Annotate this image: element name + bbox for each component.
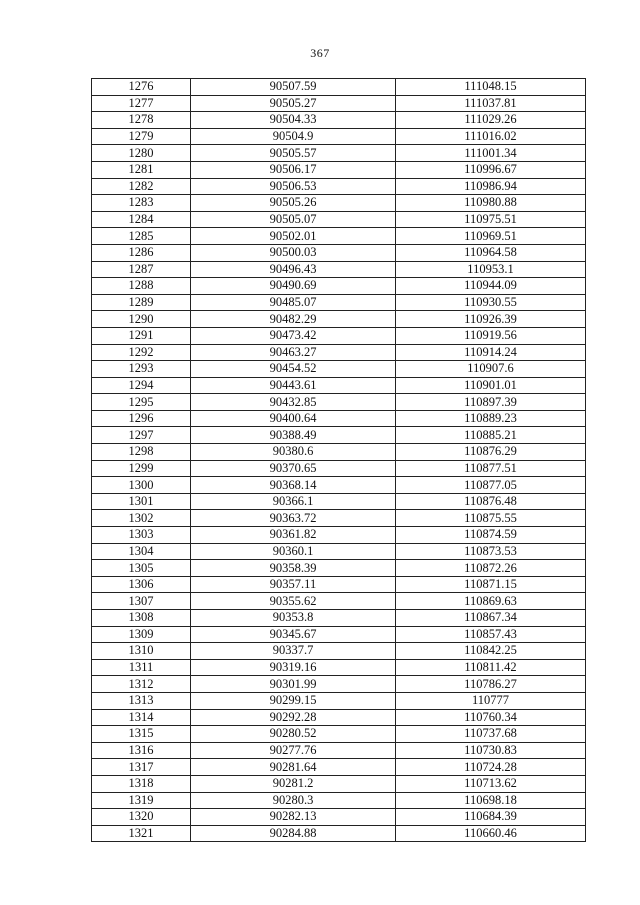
- y-coordinate-cell: 110876.48: [396, 493, 586, 510]
- x-coordinate-cell: 90280.3: [191, 792, 396, 809]
- x-coordinate-cell: 90319.16: [191, 659, 396, 676]
- y-coordinate-cell: 110980.88: [396, 195, 586, 212]
- x-coordinate-cell: 90337.7: [191, 643, 396, 660]
- y-coordinate-cell: 110986.94: [396, 178, 586, 195]
- point-id-cell: 1300: [92, 477, 191, 494]
- y-coordinate-cell: 110730.83: [396, 742, 586, 759]
- x-coordinate-cell: 90357.11: [191, 576, 396, 593]
- x-coordinate-cell: 90280.52: [191, 726, 396, 743]
- x-coordinate-cell: 90370.65: [191, 460, 396, 477]
- table-row: [92, 377, 586, 394]
- x-coordinate-cell: 90502.01: [191, 228, 396, 245]
- table-row: [92, 576, 586, 593]
- table-row: [92, 493, 586, 510]
- x-coordinate-cell: 90281.64: [191, 759, 396, 776]
- y-coordinate-cell: 110930.55: [396, 294, 586, 311]
- point-id-cell: 1284: [92, 211, 191, 228]
- point-id-cell: 1292: [92, 344, 191, 361]
- y-coordinate-cell: 111037.81: [396, 95, 586, 112]
- table-row: [92, 145, 586, 162]
- table-row: [92, 278, 586, 295]
- point-id-cell: 1293: [92, 361, 191, 378]
- point-id-cell: 1312: [92, 676, 191, 693]
- table-row: [92, 311, 586, 328]
- y-coordinate-cell: 110926.39: [396, 311, 586, 328]
- point-id-cell: 1316: [92, 742, 191, 759]
- y-coordinate-cell: 110777: [396, 692, 586, 709]
- y-coordinate-cell: 110873.53: [396, 543, 586, 560]
- x-coordinate-cell: 90505.26: [191, 195, 396, 212]
- coordinate-table-body: [92, 79, 586, 842]
- x-coordinate-cell: 90380.6: [191, 444, 396, 461]
- y-coordinate-cell: 110698.18: [396, 792, 586, 809]
- table-row: [92, 361, 586, 378]
- y-coordinate-cell: 110964.58: [396, 244, 586, 261]
- table-row: [92, 643, 586, 660]
- x-coordinate-cell: 90277.76: [191, 742, 396, 759]
- table-row: [92, 792, 586, 809]
- y-coordinate-cell: 110889.23: [396, 410, 586, 427]
- table-row: [92, 593, 586, 610]
- y-coordinate-cell: 110996.67: [396, 161, 586, 178]
- table-row: [92, 261, 586, 278]
- table-row: [92, 294, 586, 311]
- x-coordinate-cell: 90443.61: [191, 377, 396, 394]
- point-id-cell: 1307: [92, 593, 191, 610]
- point-id-cell: 1298: [92, 444, 191, 461]
- y-coordinate-cell: 110857.43: [396, 626, 586, 643]
- table-row: [92, 676, 586, 693]
- point-id-cell: 1317: [92, 759, 191, 776]
- y-coordinate-cell: 110944.09: [396, 278, 586, 295]
- x-coordinate-cell: 90506.17: [191, 161, 396, 178]
- y-coordinate-cell: 110969.51: [396, 228, 586, 245]
- y-coordinate-cell: 110919.56: [396, 327, 586, 344]
- y-coordinate-cell: 110871.15: [396, 576, 586, 593]
- point-id-cell: 1278: [92, 112, 191, 129]
- x-coordinate-cell: 90496.43: [191, 261, 396, 278]
- point-id-cell: 1305: [92, 560, 191, 577]
- table-row: [92, 510, 586, 527]
- y-coordinate-cell: 110869.63: [396, 593, 586, 610]
- y-coordinate-cell: 110875.55: [396, 510, 586, 527]
- table-row: [92, 543, 586, 560]
- table-row: [92, 626, 586, 643]
- y-coordinate-cell: 110876.29: [396, 444, 586, 461]
- table-row: [92, 95, 586, 112]
- point-id-cell: 1315: [92, 726, 191, 743]
- y-coordinate-cell: 110885.21: [396, 427, 586, 444]
- table-row: [92, 128, 586, 145]
- point-id-cell: 1301: [92, 493, 191, 510]
- x-coordinate-cell: 90482.29: [191, 311, 396, 328]
- y-coordinate-cell: 110907.6: [396, 361, 586, 378]
- table-row: [92, 709, 586, 726]
- x-coordinate-cell: 90284.88: [191, 825, 396, 842]
- table-row: [92, 178, 586, 195]
- x-coordinate-cell: 90473.42: [191, 327, 396, 344]
- x-coordinate-cell: 90506.53: [191, 178, 396, 195]
- y-coordinate-cell: 110842.25: [396, 643, 586, 660]
- x-coordinate-cell: 90345.67: [191, 626, 396, 643]
- point-id-cell: 1319: [92, 792, 191, 809]
- x-coordinate-cell: 90282.13: [191, 809, 396, 826]
- table-row: [92, 344, 586, 361]
- table-row: [92, 460, 586, 477]
- point-id-cell: 1294: [92, 377, 191, 394]
- table-row: [92, 195, 586, 212]
- x-coordinate-cell: 90388.49: [191, 427, 396, 444]
- table-row: [92, 775, 586, 792]
- table-row: [92, 427, 586, 444]
- point-id-cell: 1289: [92, 294, 191, 311]
- x-coordinate-cell: 90505.07: [191, 211, 396, 228]
- y-coordinate-cell: 110684.39: [396, 809, 586, 826]
- x-coordinate-cell: 90292.28: [191, 709, 396, 726]
- x-coordinate-cell: 90485.07: [191, 294, 396, 311]
- point-id-cell: 1285: [92, 228, 191, 245]
- point-id-cell: 1304: [92, 543, 191, 560]
- point-id-cell: 1320: [92, 809, 191, 826]
- x-coordinate-cell: 90454.52: [191, 361, 396, 378]
- point-id-cell: 1280: [92, 145, 191, 162]
- x-coordinate-cell: 90363.72: [191, 510, 396, 527]
- point-id-cell: 1297: [92, 427, 191, 444]
- y-coordinate-cell: 110877.05: [396, 477, 586, 494]
- y-coordinate-cell: 110872.26: [396, 560, 586, 577]
- table-row: [92, 112, 586, 129]
- y-coordinate-cell: 110877.51: [396, 460, 586, 477]
- point-id-cell: 1286: [92, 244, 191, 261]
- table-row: [92, 692, 586, 709]
- x-coordinate-cell: 90500.03: [191, 244, 396, 261]
- x-coordinate-cell: 90507.59: [191, 79, 396, 96]
- table-row: [92, 726, 586, 743]
- y-coordinate-cell: 110901.01: [396, 377, 586, 394]
- table-row: [92, 659, 586, 676]
- y-coordinate-cell: 110786.27: [396, 676, 586, 693]
- x-coordinate-cell: 90504.9: [191, 128, 396, 145]
- point-id-cell: 1321: [92, 825, 191, 842]
- x-coordinate-cell: 90281.2: [191, 775, 396, 792]
- table-row: [92, 610, 586, 627]
- x-coordinate-cell: 90358.39: [191, 560, 396, 577]
- table-row: [92, 825, 586, 842]
- point-id-cell: 1296: [92, 410, 191, 427]
- table-row: [92, 759, 586, 776]
- point-id-cell: 1281: [92, 161, 191, 178]
- y-coordinate-cell: 110914.24: [396, 344, 586, 361]
- table-row: [92, 244, 586, 261]
- table-row: [92, 394, 586, 411]
- table-row: [92, 211, 586, 228]
- point-id-cell: 1314: [92, 709, 191, 726]
- y-coordinate-cell: 110867.34: [396, 610, 586, 627]
- x-coordinate-cell: 90504.33: [191, 112, 396, 129]
- x-coordinate-cell: 90299.15: [191, 692, 396, 709]
- point-id-cell: 1290: [92, 311, 191, 328]
- y-coordinate-cell: 110975.51: [396, 211, 586, 228]
- table-row: [92, 228, 586, 245]
- point-id-cell: 1283: [92, 195, 191, 212]
- point-id-cell: 1282: [92, 178, 191, 195]
- x-coordinate-cell: 90463.27: [191, 344, 396, 361]
- table-row: [92, 161, 586, 178]
- point-id-cell: 1309: [92, 626, 191, 643]
- table-row: [92, 327, 586, 344]
- x-coordinate-cell: 90505.27: [191, 95, 396, 112]
- x-coordinate-cell: 90400.64: [191, 410, 396, 427]
- x-coordinate-cell: 90353.8: [191, 610, 396, 627]
- point-id-cell: 1291: [92, 327, 191, 344]
- x-coordinate-cell: 90361.82: [191, 527, 396, 544]
- point-id-cell: 1279: [92, 128, 191, 145]
- x-coordinate-cell: 90368.14: [191, 477, 396, 494]
- y-coordinate-cell: 110713.62: [396, 775, 586, 792]
- point-id-cell: 1295: [92, 394, 191, 411]
- point-id-cell: 1313: [92, 692, 191, 709]
- y-coordinate-cell: 111048.15: [396, 79, 586, 96]
- x-coordinate-cell: 90366.1: [191, 493, 396, 510]
- x-coordinate-cell: 90360.1: [191, 543, 396, 560]
- point-id-cell: 1311: [92, 659, 191, 676]
- point-id-cell: 1308: [92, 610, 191, 627]
- x-coordinate-cell: 90355.62: [191, 593, 396, 610]
- y-coordinate-cell: 111029.26: [396, 112, 586, 129]
- x-coordinate-cell: 90505.57: [191, 145, 396, 162]
- y-coordinate-cell: 110724.28: [396, 759, 586, 776]
- point-id-cell: 1318: [92, 775, 191, 792]
- table-row: [92, 742, 586, 759]
- x-coordinate-cell: 90432.85: [191, 394, 396, 411]
- table-row: [92, 560, 586, 577]
- x-coordinate-cell: 90301.99: [191, 676, 396, 693]
- point-id-cell: 1303: [92, 527, 191, 544]
- page-number: 367: [310, 46, 330, 60]
- y-coordinate-cell: 110737.68: [396, 726, 586, 743]
- y-coordinate-cell: 110811.42: [396, 659, 586, 676]
- point-id-cell: 1306: [92, 576, 191, 593]
- point-id-cell: 1288: [92, 278, 191, 295]
- point-id-cell: 1276: [92, 79, 191, 96]
- point-id-cell: 1299: [92, 460, 191, 477]
- table-row: [92, 444, 586, 461]
- table-row: [92, 410, 586, 427]
- point-id-cell: 1310: [92, 643, 191, 660]
- point-id-cell: 1287: [92, 261, 191, 278]
- point-id-cell: 1302: [92, 510, 191, 527]
- y-coordinate-cell: 110897.39: [396, 394, 586, 411]
- point-id-cell: 1277: [92, 95, 191, 112]
- table-row: [92, 79, 586, 96]
- coordinate-table: [91, 78, 586, 842]
- y-coordinate-cell: 110953.1: [396, 261, 586, 278]
- x-coordinate-cell: 90490.69: [191, 278, 396, 295]
- table-row: [92, 527, 586, 544]
- y-coordinate-cell: 111001.34: [396, 145, 586, 162]
- y-coordinate-cell: 110760.34: [396, 709, 586, 726]
- y-coordinate-cell: 111016.02: [396, 128, 586, 145]
- table-row: [92, 477, 586, 494]
- table-row: [92, 809, 586, 826]
- y-coordinate-cell: 110660.46: [396, 825, 586, 842]
- y-coordinate-cell: 110874.59: [396, 527, 586, 544]
